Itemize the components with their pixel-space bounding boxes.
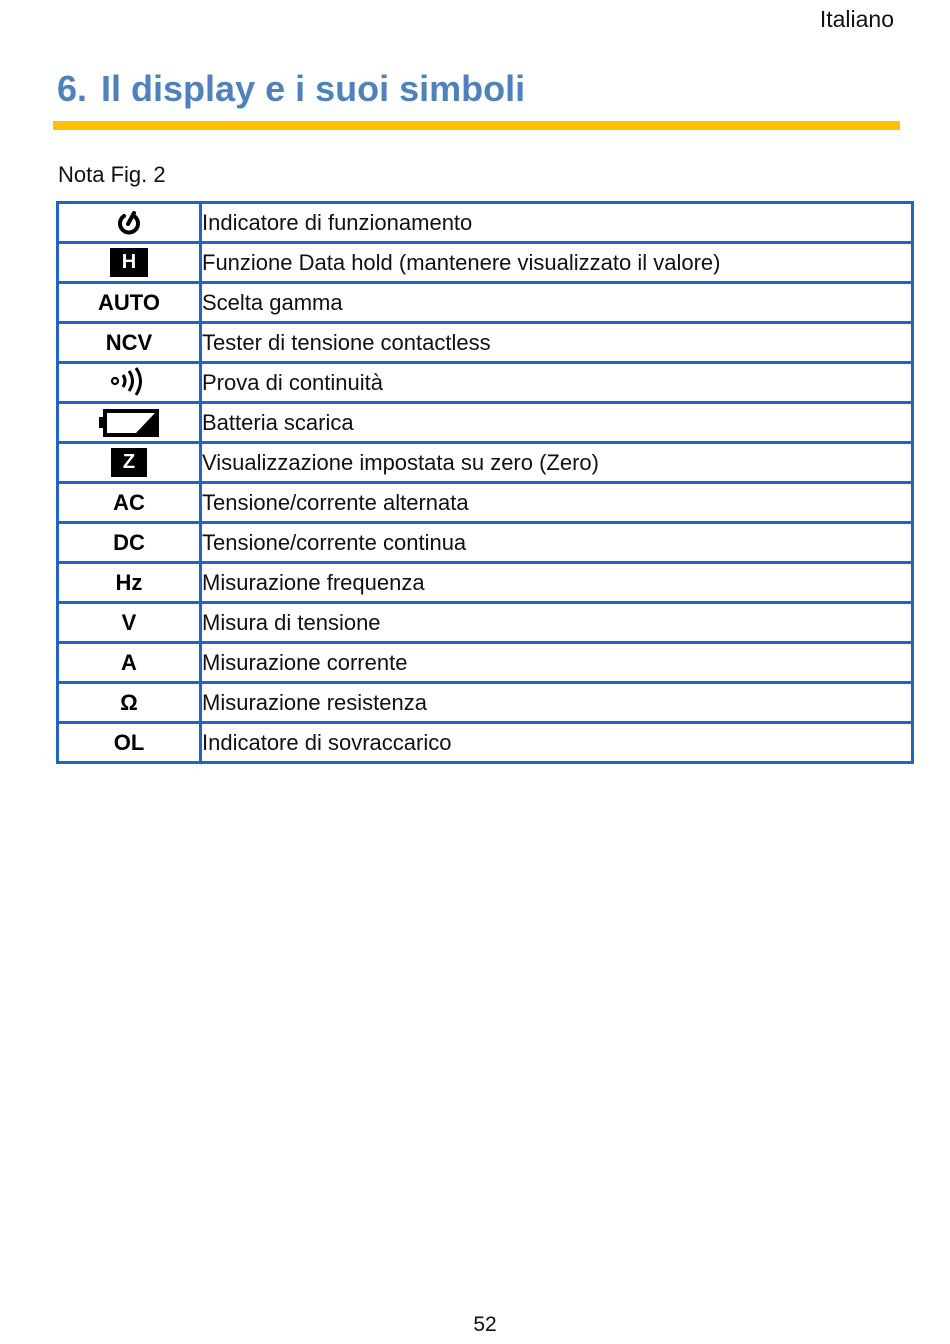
symbol-text: AUTO <box>98 289 160 315</box>
table-row <box>58 323 913 363</box>
table-row <box>58 683 913 723</box>
table-row <box>58 643 913 683</box>
symbol-text: AC <box>113 489 145 515</box>
description-cell: Tensione/corrente alternata <box>201 483 913 523</box>
power-icon <box>116 210 142 236</box>
table-row <box>58 723 913 763</box>
symbol-cell <box>58 203 201 243</box>
symbols-table <box>56 201 914 764</box>
table-row <box>58 243 913 283</box>
language-label: Italiano <box>819 6 894 32</box>
table-row <box>58 283 913 323</box>
data-hold-icon: H <box>110 248 148 277</box>
description-cell: Scelta gamma <box>201 283 913 323</box>
table-row <box>58 563 913 603</box>
heading-rule <box>53 121 900 130</box>
description-cell: Misurazione corrente <box>201 643 913 683</box>
symbol-cell <box>58 403 201 443</box>
figure-caption: Nota Fig. 2 <box>58 162 166 187</box>
symbol-text: NCV <box>105 329 153 355</box>
zero-icon: Z <box>111 448 147 477</box>
symbol-text: DC <box>113 529 145 555</box>
table-row <box>58 443 913 483</box>
description-cell: Prova di continuità <box>201 363 913 403</box>
symbol-cell <box>58 523 201 563</box>
table-row <box>58 603 913 643</box>
description-cell: Visualizzazione impostata su zero (Zero) <box>201 443 913 483</box>
table-row <box>58 363 913 403</box>
description-cell: Indicatore di funzionamento <box>201 203 913 243</box>
symbol-cell <box>58 563 201 603</box>
symbol-cell <box>58 363 201 403</box>
symbol-text: A <box>121 649 137 675</box>
symbol-cell <box>58 683 201 723</box>
symbol-cell <box>58 483 201 523</box>
table-row <box>58 483 913 523</box>
symbol-cell <box>58 443 201 483</box>
section-heading <box>57 68 525 110</box>
description-cell: Misura di tensione <box>201 603 913 643</box>
ohm-symbol: Ω <box>120 689 138 715</box>
description-cell: Funzione Data hold (mantenere visualizzato il valore) <box>201 243 913 283</box>
symbol-text: OL <box>113 729 145 755</box>
continuity-buzzer-icon <box>109 367 149 399</box>
symbol-cell <box>58 323 201 363</box>
table-row <box>58 403 913 443</box>
table-row <box>58 203 913 243</box>
description-cell: Misurazione resistenza <box>201 683 913 723</box>
symbol-text: V <box>121 609 137 635</box>
description-cell: Tester di tensione contactless <box>201 323 913 363</box>
description-cell: Batteria scarica <box>201 403 913 443</box>
description-cell: Indicatore di sovraccarico <box>201 723 913 763</box>
symbol-cell <box>58 603 201 643</box>
section-title: Il display e i suoi simboli <box>101 68 526 109</box>
symbol-cell <box>58 283 201 323</box>
symbol-cell <box>58 643 201 683</box>
description-cell: Tensione/corrente continua <box>201 523 913 563</box>
symbol-cell <box>58 723 201 763</box>
description-cell: Misurazione frequenza <box>201 563 913 603</box>
section-number: 6. <box>57 68 88 109</box>
page-number: 52 <box>473 1313 497 1336</box>
symbol-cell <box>58 243 201 283</box>
symbol-text: Hz <box>115 569 143 595</box>
low-battery-icon <box>98 408 160 438</box>
table-row <box>58 523 913 563</box>
